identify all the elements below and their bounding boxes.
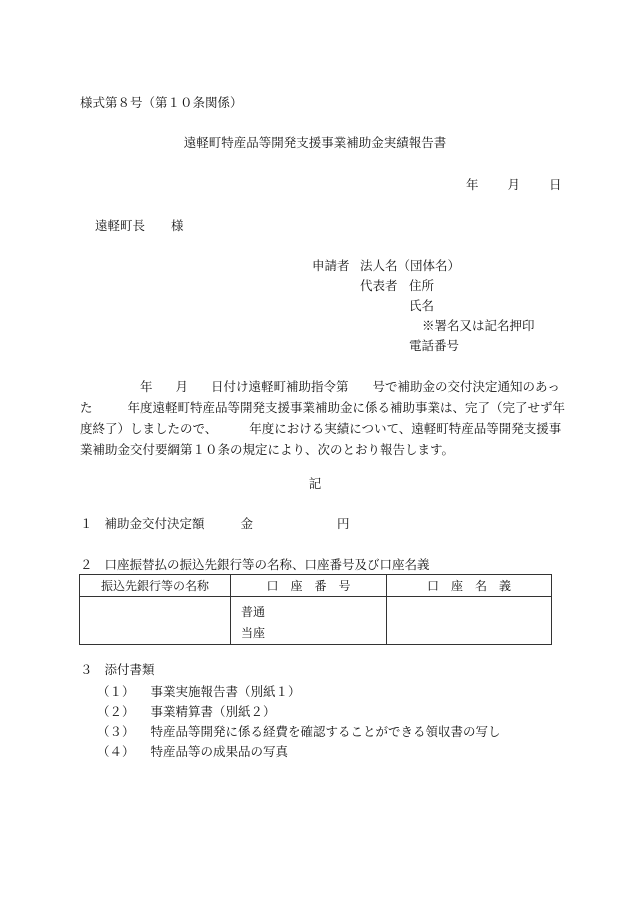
applicant-phone: 電話番号 bbox=[409, 338, 460, 353]
account-holder-cell bbox=[387, 597, 552, 645]
attachment-no: （４） bbox=[97, 744, 135, 759]
attachment-text: 事業精算書（別紙２） bbox=[150, 704, 276, 719]
body-line2-start: た bbox=[80, 400, 93, 415]
applicant-address: 住所 bbox=[409, 278, 435, 293]
attachment-no: （２） bbox=[97, 704, 135, 719]
document-title: 遠軽町特産品等開発支援事業補助金実績報告書 bbox=[183, 135, 447, 150]
applicant-name: 氏名 bbox=[409, 298, 435, 313]
item3-label: 添付書類 bbox=[104, 662, 155, 677]
header-account-number: 口 座 番 号 bbox=[231, 575, 387, 597]
body-line-4: 業補助金交付要綱第１０条の規定により、次のとおり報告します。 bbox=[80, 442, 455, 457]
date-line bbox=[466, 179, 562, 192]
representative-label: 代表者 bbox=[360, 278, 398, 293]
addressee-name: 遠軽町長 bbox=[95, 218, 146, 233]
account-type-savings: 普通 bbox=[241, 605, 266, 619]
item3-number: ３ bbox=[80, 662, 93, 677]
attachment-item bbox=[97, 746, 288, 759]
account-number-cell bbox=[231, 597, 387, 645]
bank-account-table bbox=[79, 574, 552, 645]
body-month: 月 bbox=[175, 379, 189, 394]
body-line2-rest: 年度遠軽町特産品等開発支援事業補助金に係る補助事業は、完了（完了せず年 bbox=[127, 400, 566, 415]
date-month: 月 bbox=[507, 177, 521, 192]
form-number: 様式第８号（第１０条関係） bbox=[80, 95, 243, 110]
bank-name-cell bbox=[80, 597, 231, 645]
signature-note: ※署名又は記名押印 bbox=[422, 318, 535, 333]
item1-kin: 金 bbox=[240, 516, 254, 531]
item-3 bbox=[80, 664, 155, 677]
item-1 bbox=[80, 518, 350, 531]
body-line-1 bbox=[80, 376, 560, 397]
addressee-honorific: 様 bbox=[171, 218, 184, 233]
item-2 bbox=[80, 559, 430, 572]
account-type-current: 当座 bbox=[241, 626, 266, 640]
bank-table-header-row bbox=[80, 575, 552, 597]
date-day: 日 bbox=[549, 177, 562, 192]
bank-table-row bbox=[80, 597, 552, 645]
date-year: 年 bbox=[466, 177, 479, 192]
item1-yen: 円 bbox=[337, 516, 350, 531]
attachment-no: （３） bbox=[97, 724, 135, 739]
item2-number: ２ bbox=[80, 557, 93, 572]
body-line3-start: 度終了）しましたので、 bbox=[80, 421, 218, 436]
item1-number: １ bbox=[80, 516, 93, 531]
body-line1-end: 号で補助金の交付決定通知のあっ bbox=[372, 379, 560, 394]
header-account-holder: 口 座 名 義 bbox=[387, 575, 552, 597]
report-body bbox=[80, 376, 566, 460]
attachment-text: 特産品等の成果品の写真 bbox=[150, 744, 289, 759]
body-year: 年 bbox=[140, 379, 153, 394]
item1-label: 補助金交付決定額 bbox=[104, 516, 205, 531]
applicant-label: 申請者 bbox=[312, 258, 350, 273]
attachment-item bbox=[97, 726, 501, 739]
addressee bbox=[95, 220, 184, 233]
attachment-no: （１） bbox=[97, 684, 135, 699]
attachment-text: 特産品等開発に係る経費を確認することができる領収書の写し bbox=[150, 724, 501, 739]
body-line-3 bbox=[80, 418, 562, 439]
applicant-corp-name: 法人名（団体名） bbox=[360, 258, 461, 273]
body-line-2 bbox=[80, 397, 566, 418]
body-line3-rest: 年度における実績について、遠軽町特産品等開発支援事 bbox=[249, 421, 562, 436]
header-bank-name: 振込先銀行等の名称 bbox=[80, 575, 231, 597]
ki-heading: 記 bbox=[308, 476, 322, 491]
attachment-item bbox=[97, 686, 301, 699]
attachment-item bbox=[97, 706, 276, 719]
item2-label: 口座振替払の振込先銀行等の名称、口座番号及び口座名義 bbox=[104, 557, 430, 572]
body-date-command: 日付け遠軽町補助指令第 bbox=[211, 379, 349, 394]
attachment-text: 事業実施報告書（別紙１） bbox=[150, 684, 301, 699]
